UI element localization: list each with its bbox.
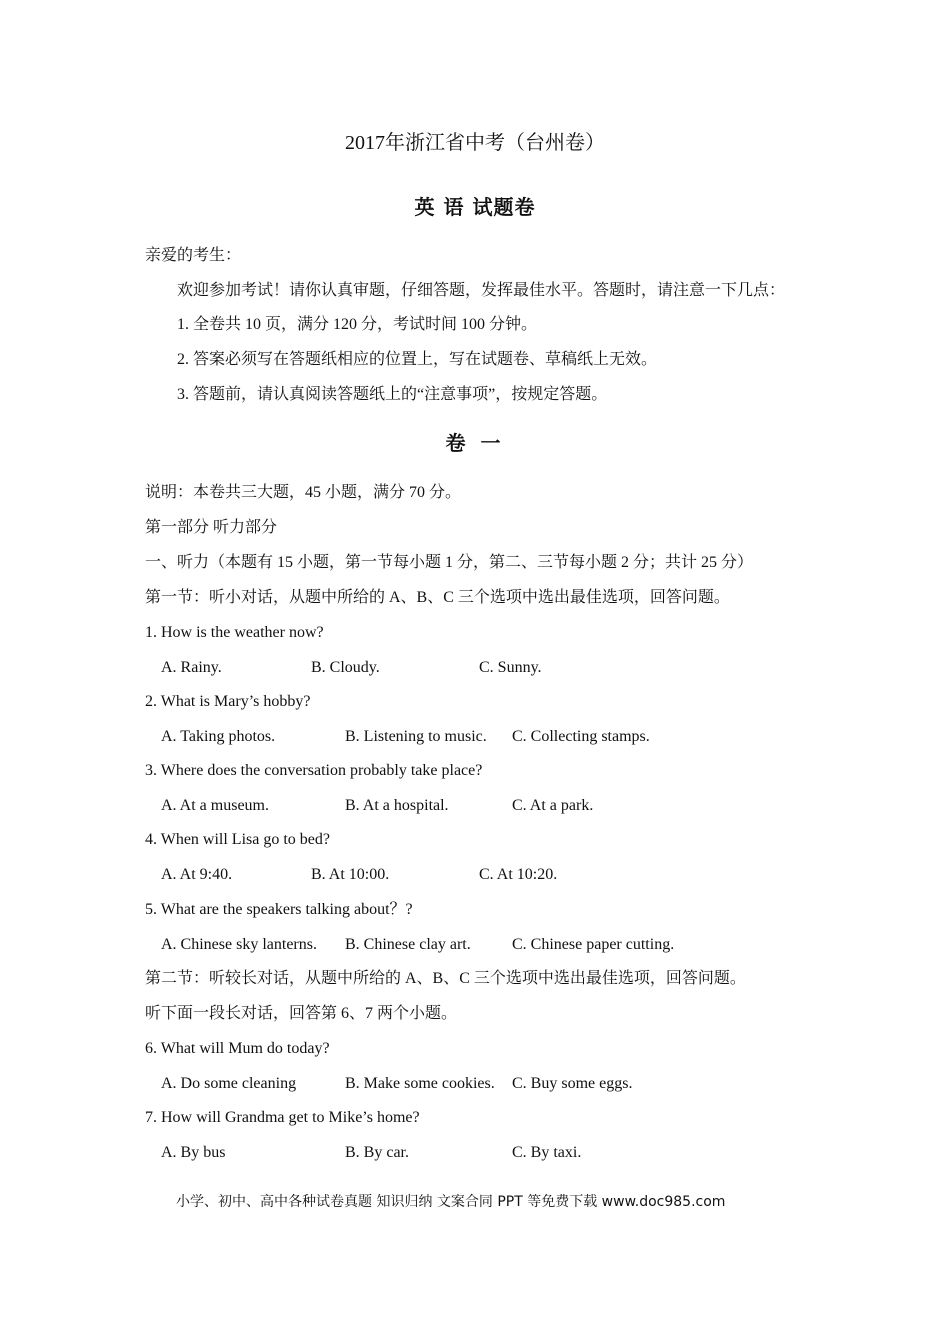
option-b: B. Make some cookies. xyxy=(345,1075,495,1092)
footer-watermark-text: 小学、初中、高中各种试卷真题 知识归纳 文案合同 PPT 等免费下载 www.doc985.com xyxy=(176,1194,726,1210)
welcome-text: 欢迎参加考试！请你认真审题，仔细答题，发挥最佳水平。答题时，请注意一下几点： xyxy=(177,282,786,299)
option-c: C. Chinese paper cutting. xyxy=(512,936,675,953)
question-text: 2. What is Mary’s hobby? xyxy=(145,693,311,710)
question-text: 3. Where does the conversation probably take place? xyxy=(145,762,483,779)
section2-subinstruction: 听下面一段长对话，回答第 6、7 两个小题。 xyxy=(145,1005,458,1022)
option-c: C. At a park. xyxy=(512,797,594,814)
page-title: 2017年浙江省中考（台州卷） xyxy=(345,132,605,154)
rule-item: 3. 答题前，请认真阅读答题纸上的“注意事项”，按规定答题。 xyxy=(177,386,608,403)
option-c: C. Sunny. xyxy=(479,659,542,676)
section-note: 说明：本卷共三大题，45 小题，满分 70 分。 xyxy=(145,484,462,501)
listening-header: 一、听力（本题有 15 小题，第一节每小题 1 分，第二、三节每小题 2 分；共计 25 分） xyxy=(145,554,754,571)
option-a: A. At 9:40. xyxy=(161,866,233,883)
option-b: B. At a hospital. xyxy=(345,797,449,814)
section1-instruction: 第一节：听小对话，从题中所给的 A、B、C 三个选项中选出最佳选项，回答问题。 xyxy=(145,589,730,606)
option-a: A. By bus xyxy=(161,1144,226,1161)
question-text: 6. What will Mum do today? xyxy=(145,1040,330,1057)
question-text: 7. How will Grandma get to Mike’s home? xyxy=(145,1109,420,1126)
question-text: 1. How is the weather now? xyxy=(145,624,324,641)
question-text: 4. When will Lisa go to bed? xyxy=(145,831,330,848)
option-c: C. By taxi. xyxy=(512,1144,582,1161)
option-b: B. Cloudy. xyxy=(311,659,380,676)
option-b: B. By car. xyxy=(345,1144,409,1161)
option-a: A. Taking photos. xyxy=(161,728,276,745)
option-a: A. Do some cleaning xyxy=(161,1075,297,1092)
option-b: B. Listening to music. xyxy=(345,728,487,745)
greeting: 亲爱的考生： xyxy=(145,247,242,264)
option-b: B. Chinese clay art. xyxy=(345,936,471,953)
option-c: C. Buy some eggs. xyxy=(512,1075,633,1092)
option-c: C. At 10:20. xyxy=(479,866,558,883)
option-a: A. Rainy. xyxy=(161,659,222,676)
rule-item: 2. 答案必须写在答题纸相应的位置上，写在试题卷、草稿纸上无效。 xyxy=(177,351,658,368)
section2-instruction: 第二节：听较长对话，从题中所给的 A、B、C 三个选项中选出最佳选项，回答问题。 xyxy=(145,970,746,987)
option-a: A. At a museum. xyxy=(161,797,269,814)
rule-item: 1. 全卷共 10 页，满分 120 分，考试时间 100 分钟。 xyxy=(177,316,538,333)
option-c: C. Collecting stamps. xyxy=(512,728,650,745)
option-a: A. Chinese sky lanterns. xyxy=(161,936,317,953)
section-title: 卷 一 xyxy=(445,431,505,455)
question-text: 5. What are the speakers talking about？? xyxy=(145,901,413,918)
part-heading: 第一部分 听力部分 xyxy=(145,519,278,536)
paper-subtitle: 英 语 试题卷 xyxy=(414,195,536,219)
option-b: B. At 10:00. xyxy=(311,866,390,883)
